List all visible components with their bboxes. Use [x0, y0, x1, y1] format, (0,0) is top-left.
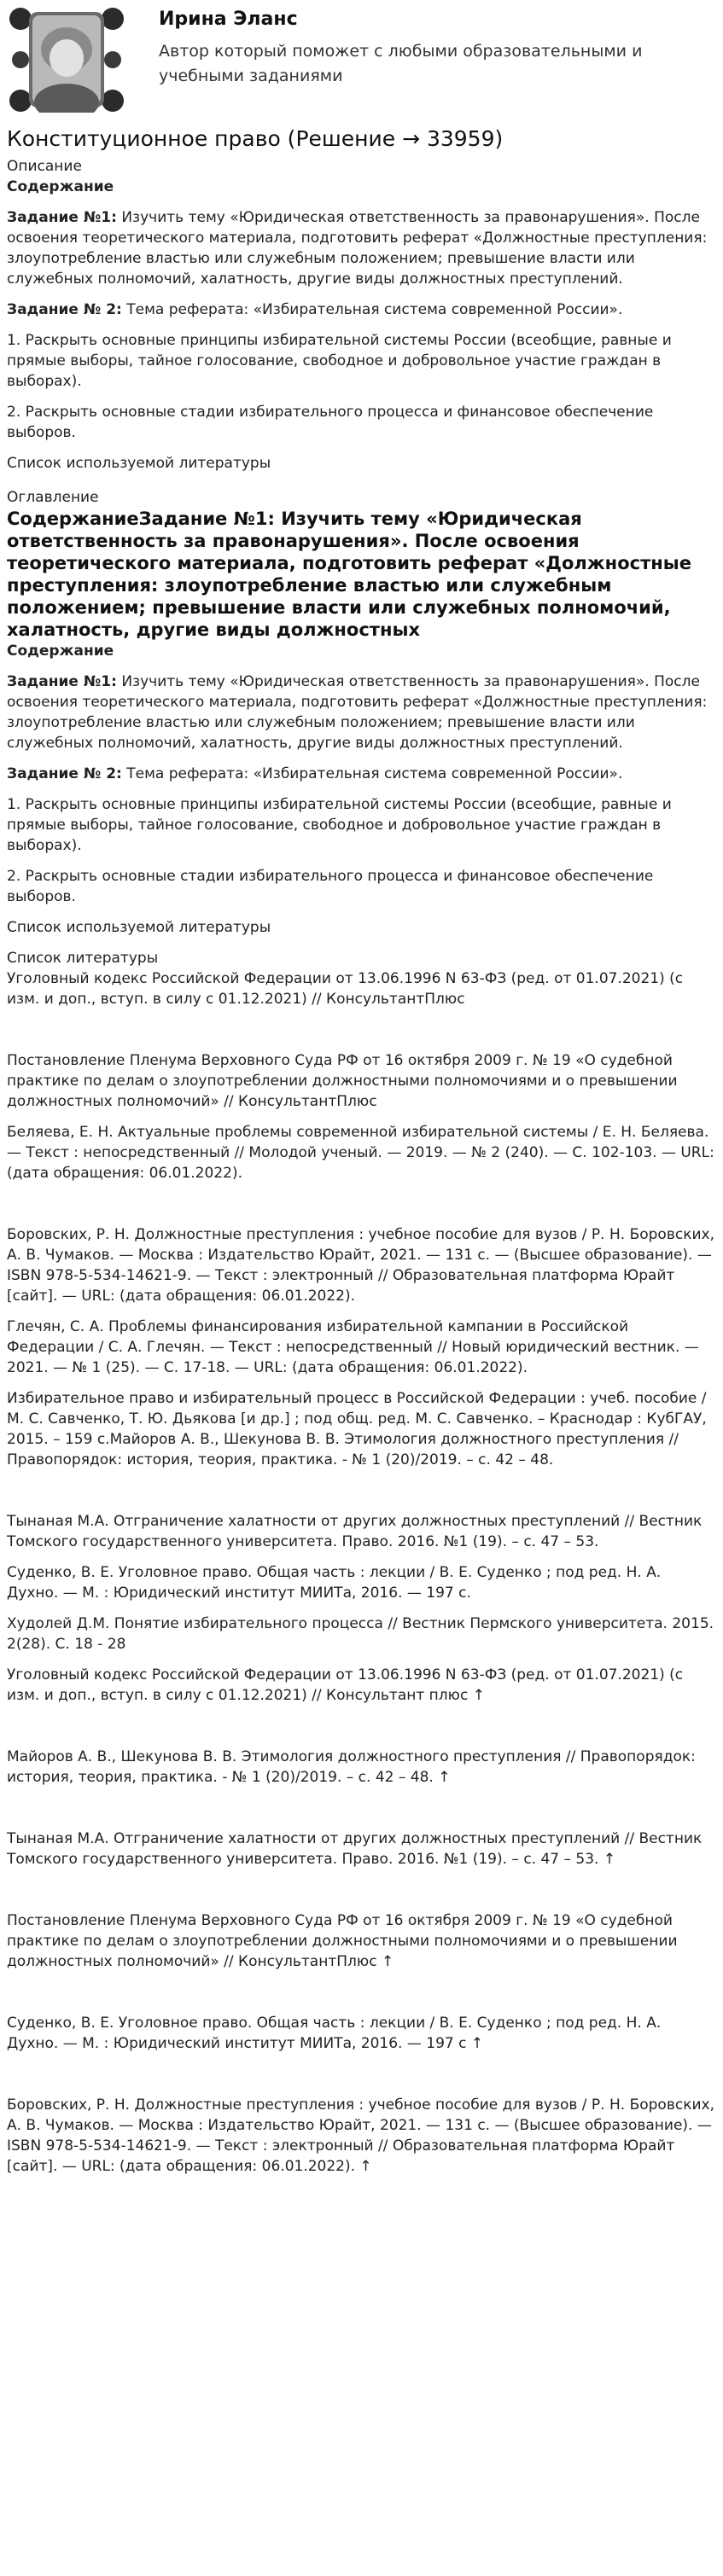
reference-item: Боровских, Р. Н. Должностные преступления : учебное пособие для вузов / Р. Н. Боровских, А. В. Чумаков. — Москва : Издательство Юрайт, 2021. — 131 с. — (Высшее образование). — ISBN 978-5-534-14621-9. — Текст : электронный // Образовательная платформа Юрайт [сайт]. — URL: (дата обращения: 06.01.2022). ↑: [7, 2096, 714, 2175]
references-label-2: Список используемой литературы: [7, 919, 271, 936]
reference-item: Худолей Д.М. Понятие избирательного процесса // Вестник Пермского университета. 2015. 2(28). С. 18 - 28: [7, 1615, 714, 1653]
task2-paragraph-2: [7, 764, 716, 784]
author-name[interactable]: Ирина Эланс: [159, 9, 298, 30]
reference-item: Боровских, Р. Н. Должностные преступления : учебное пособие для вузов / Р. Н. Боровских, А. В. Чумаков. — Москва : Издательство Юрайт, 2021. — 131 с. — (Высшее образование). — ISBN 978-5-534-14621-9. — Текст : электронный // Образовательная платформа Юрайт [сайт]. — URL: (дата обращения: 06.01.2022).: [7, 1226, 714, 1305]
reference-item: Тынаная М.А. Отграничение халатности от других должностных преступлений // Вестник Томского государственного университета. Право. 2016. №1 (19). – с. 47 – 53. ↑: [7, 1830, 703, 1868]
task2-label: Задание № 2:: [7, 301, 122, 318]
task1-text: Изучить тему «Юридическая ответственность за правонарушения». После освоения теоретического материала, подготовить реферат «Должностные преступления: злоупотребление властью или служебным положением; превышение власти или служебных полномочий, халатность, другие виды должностных преступлений.: [7, 209, 708, 288]
task2-text: Тема реферата: «Избирательная система современной России».: [121, 301, 623, 318]
bibliography-label: Список литературы: [7, 950, 159, 967]
task2-paragraph: [7, 299, 716, 320]
reference-item: Тынаная М.А. Отграничение халатности от других должностных преступлений // Вестник Томского государственного университета. Право. 2016. №1 (19). – с. 47 – 53.: [7, 1513, 703, 1550]
list-item-2-2: 2. Раскрыть основные стадии избирательного процесса и финансовое обеспечение выборов.: [7, 868, 654, 905]
task1-paragraph: [7, 207, 716, 289]
reference-item: Глечян, С. А. Проблемы финансирования избирательной кампании в Российской Федерации / С. А. Глечян. — Текст : непосредственный // Новый юридический вестник. — 2021. — № 1 (25). — С. 17-18. — URL: (дата обращения: 06.01.2022).: [7, 1318, 699, 1376]
author-card: [0, 0, 723, 119]
reference-item: Майоров А. В., Шекунова В. В. Этимология должностного преступления // Правопорядок: история, теория, практика. - № 1 (20)/2019. – с. 42 – 48. ↑: [7, 1748, 696, 1786]
reference-item: Уголовный кодекс Российской Федерации от 13.06.1996 N 63-ФЗ (ред. от 01.07.2021) (с изм. и доп., вступ. в силу с 01.12.2021) // Консультант плюс ↑: [7, 1666, 684, 1704]
task1-text-2: Изучить тему «Юридическая ответственность за правонарушения». После освоения теоретического материала, подготовить реферат «Должностные преступления: злоупотребление властью или служебным положением; превышение власти или служебных полномочий, халатность, другие виды должностных преступлений.: [7, 673, 708, 752]
reference-item: Постановление Пленума Верховного Суда РФ от 16 октября 2009 г. № 19 «О судебной практике по делам о злоупотреблении должностными полномочиями и о превышении должностных полномочий» // КонсультантПлюс: [7, 1052, 678, 1110]
task1-label: Задание №1:: [7, 209, 117, 226]
author-avatar[interactable]: [7, 7, 126, 113]
author-description: Автор который поможет с любыми образовательными и учебными заданиями: [159, 42, 643, 85]
contents-heading: Содержание: [7, 178, 114, 195]
description-label: Описание: [7, 158, 82, 175]
reference-item: Уголовный кодекс Российской Федерации от 13.06.1996 N 63-ФЗ (ред. от 01.07.2021) (с изм. и доп., вступ. в силу с 01.12.2021) // КонсультантПлюс: [7, 970, 684, 1008]
reference-item: Постановление Пленума Верховного Суда РФ от 16 октября 2009 г. № 19 «О судебной практике по делам о злоупотреблении должностными полномочиями и о превышении должностных полномочий» // КонсультантПлюс ↑: [7, 1912, 678, 1970]
task2-label-2: Задание № 2:: [7, 765, 122, 782]
reference-item: Беляева, Е. Н. Актуальные проблемы современной избирательной системы / Е. Н. Беляева. — Текст : непосредственный // Молодой ученый. — 2019. — № 2 (240). — С. 102-103. — URL: (дата обращения: 06.01.2022).: [7, 1124, 714, 1182]
list-item-1-2: 1. Раскрыть основные принципы избирательной системы России (всеобщие, равные и прямые выборы, тайное голосование, свободное и добровольное участие граждан в выборах).: [7, 796, 672, 854]
toc-label: Оглавление: [7, 489, 99, 506]
document-title: Конституционное право (Решение → 33959): [7, 126, 504, 151]
references-label: Список используемой литературы: [7, 455, 271, 472]
document-body: [0, 126, 723, 2177]
avatar-image: [7, 7, 126, 113]
task1-label-2: Задание №1:: [7, 673, 117, 690]
contents-heading-2: Содержание: [7, 643, 114, 660]
task2-text-2: Тема реферата: «Избирательная система современной России».: [121, 765, 623, 782]
task1-paragraph-2: [7, 672, 716, 753]
list-item-2: 2. Раскрыть основные стадии избирательного процесса и финансовое обеспечение выборов.: [7, 404, 654, 441]
reference-item: Суденко, В. Е. Уголовное право. Общая часть : лекции / В. Е. Суденко ; под ред. Н. А. Духно. — М. : Юридический институт МИИТа, 2016. — 197 с.: [7, 1564, 662, 1602]
toc-heading: СодержаниеЗадание №1: Изучить тему «Юридическая ответственность за правонарушения». После освоения теоретического материала, подготовить реферат «Должностные преступления: злоупотребление властью или служебным положением; превышение власти или служебных полномочий, халатность, другие виды должностных: [7, 509, 691, 640]
reference-item: Избирательное право и избирательный процесс в Российской Федерации : учеб. пособие / М. С. Савченко, Т. Ю. Дьякова [и др.] ; под общ. ред. М. С. Савченко. – Краснодар : КубГАУ, 2015. – 159 с.Майоров А. В., Шекунова В. В. Этимология должностного преступления // Правопорядок: история, теория, практика. - № 1 (20)/2019. – с. 42 – 48.: [7, 1390, 707, 1468]
reference-item: Суденко, В. Е. Уголовное право. Общая часть : лекции / В. Е. Суденко ; под ред. Н. А. Духно. — М. : Юридический институт МИИТа, 2016. — 197 с ↑: [7, 2015, 662, 2052]
list-item-1: 1. Раскрыть основные принципы избирательной системы России (всеобщие, равные и прямые выборы, тайное голосование, свободное и добровольное участие граждан в выборах).: [7, 332, 672, 390]
